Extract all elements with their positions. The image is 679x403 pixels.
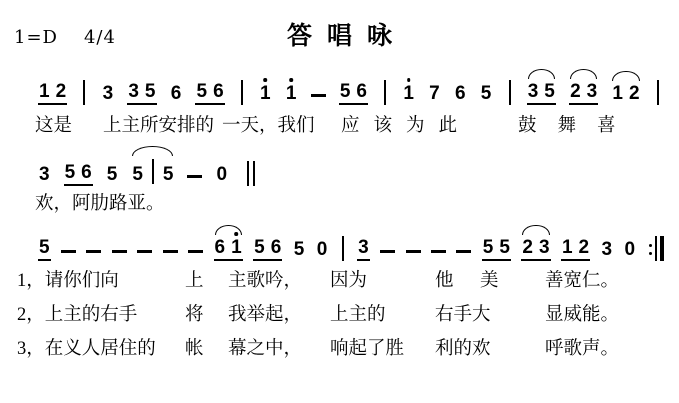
verse-cell: 利的欢 [435,339,491,359]
barline [384,80,386,105]
slurred-note-group [521,238,550,261]
slurred-note-group [131,159,174,186]
barline [657,80,659,105]
verse-cell: 将 [185,305,204,325]
barline [83,80,85,105]
note [163,165,174,184]
note-value: 1 [561,237,573,258]
verse-cell: 我举起， [228,305,303,325]
barline [241,80,243,105]
note-value: 5 [64,162,76,183]
note [231,238,242,257]
note [624,240,637,261]
barline [247,161,249,186]
note-group [339,82,368,105]
verse-cell: 2，上主的右手 [17,305,138,325]
note [215,238,226,257]
slurred-note-group [527,82,556,105]
end-repeat-barline [649,236,664,261]
time-signature: 4/4 [83,27,116,48]
note-group [38,82,67,105]
note [56,82,67,101]
note [65,163,76,182]
note [579,238,590,257]
lyric-segment: 鼓舞喜 [518,116,637,136]
lyric-line-2 [0,189,679,215]
note [544,82,555,101]
verse-cell: 3，在义人居住的 [17,339,156,359]
music-line-3 [38,236,664,261]
note [570,82,581,101]
barline [509,80,511,105]
note-group [195,82,224,105]
note [562,238,573,257]
barline [152,159,154,184]
note-value: 2 [629,83,640,104]
slurred-note-group [214,238,243,261]
note [522,238,533,257]
duration-dash [406,250,421,253]
note-value: 5 [162,164,174,185]
note [340,82,351,101]
slurred-note-group [611,84,640,105]
note-value: 3 [128,81,139,102]
note [480,84,493,105]
note-value: 1 [260,83,271,104]
octave-dot [407,78,411,82]
note [499,238,510,257]
note [128,82,139,101]
note [38,165,51,186]
verse-cell: 幕之中， [228,339,303,359]
slur-arc [528,69,555,79]
verse-cell: 善宽仁。 [545,271,620,291]
note-value: 5 [144,81,156,102]
note [213,82,224,101]
slur-arc [570,69,597,79]
note [483,238,494,257]
note-value: 6 [356,81,367,102]
note [454,84,467,105]
verse-line-1 [0,266,679,294]
lyric-segment: 一天，我们 [222,116,315,136]
note [215,165,228,186]
note-group [127,82,156,105]
note-value: 1 [285,83,297,104]
duration-dash [456,250,471,253]
note [285,84,298,105]
note [612,84,623,103]
verse-cell: 他 [435,271,454,291]
barline [253,161,255,186]
repeat-dots [649,244,652,255]
slur-arc [132,146,173,156]
note-group [64,163,93,186]
note-value: 2 [522,237,533,258]
verse-cell: 上主的 [330,305,386,325]
verse-cell: 上 [185,271,204,291]
duration-dash [311,94,326,97]
lyric-segment: 上主所安排的 [103,116,215,136]
note-value: 6 [454,83,466,104]
note-value: 0 [316,239,328,260]
duration-dash [187,175,202,178]
note-value: 5 [339,81,351,102]
duration-dash [431,250,446,253]
note-value: 3 [358,237,369,258]
note-value: 2 [55,81,67,102]
octave-dot [289,78,293,82]
note-value: 1 [39,81,50,102]
note [587,82,598,101]
verse-cell: 因为 [330,271,368,291]
note-value: 6 [270,237,282,258]
note-value: 5 [480,83,492,104]
note [293,240,306,261]
note [39,82,50,101]
note-value: 6 [81,162,92,183]
note [601,240,614,261]
verse-cell: 响起了胜 [330,339,405,359]
barline [660,236,664,261]
note [106,165,119,186]
note [145,82,156,101]
duration-dash [112,250,127,253]
duration-dash [188,250,203,253]
note [196,82,207,101]
note-value: 6 [170,83,182,104]
note-value: 5 [132,164,143,185]
verse-cell: 呼歌声。 [545,339,620,359]
verse-cell: 显威能。 [545,305,620,325]
note-value: 1 [612,83,623,104]
note-group [253,238,282,261]
note-value: 3 [102,83,114,104]
barline [342,236,344,261]
lyric-segment: 应该为此 [341,116,472,136]
duration-dash [86,250,101,253]
verse-cell: 美 [480,271,499,291]
slur-arc [215,225,242,235]
lyric-segment: 欢，阿肋路亚。 [35,194,165,214]
note-value: 5 [293,239,305,260]
note-value: 3 [39,164,50,185]
note-value: 5 [482,237,494,258]
note [528,82,539,101]
note [254,238,265,257]
note-value: 5 [499,237,510,258]
lyric-line-1 [0,111,679,137]
duration-dash [61,250,76,253]
music-line-2 [38,159,255,186]
note-value: 5 [106,164,118,185]
note-group [561,238,590,261]
note [402,84,415,105]
note [170,84,183,105]
verse-line-3 [0,334,679,362]
note-value: 1 [403,83,414,104]
note-value: 1 [231,237,242,258]
note-value: 0 [624,239,636,260]
note [539,238,550,257]
note [132,165,143,184]
note [259,84,272,105]
note-value: 6 [214,237,226,258]
verse-line-2 [0,300,679,328]
note-value: 2 [570,81,581,102]
verse-cell: 帐 [185,339,204,359]
note [271,238,282,257]
note-value: 3 [586,81,598,102]
song-title: 答唱咏 [286,23,407,50]
note [629,84,640,103]
verse-cell: 右手大 [435,305,491,325]
duration-dash [380,250,395,253]
slur-arc [612,71,639,81]
note [316,240,329,261]
key-signature: 1=D [14,27,58,48]
note-value: 5 [254,237,265,258]
barline [655,236,657,261]
final-barline [247,161,255,186]
slurred-note-group [569,82,598,105]
note [356,82,367,101]
note-value: 3 [601,239,613,260]
note-value: 5 [39,237,50,258]
verse-cell: 1，请你们向 [17,271,119,291]
duration-dash [163,250,178,253]
note-value: 5 [196,81,208,102]
verse-cell: 主歌吟， [228,271,303,291]
music-line-1 [38,80,662,105]
note-value: 5 [544,81,555,102]
note-value: 2 [578,237,590,258]
note [81,163,92,182]
octave-dot [264,78,268,82]
note [38,238,51,261]
duration-dash [137,250,152,253]
note-value: 6 [213,81,224,102]
note-group [482,238,511,261]
lyric-segment: 这是 [35,116,73,136]
note-value: 3 [527,81,539,102]
note-value: 0 [216,164,228,185]
slur-arc [522,225,549,235]
note [357,238,370,261]
note [102,84,115,105]
note [428,84,441,105]
note-value: 7 [429,83,440,104]
note-value: 3 [538,237,550,258]
